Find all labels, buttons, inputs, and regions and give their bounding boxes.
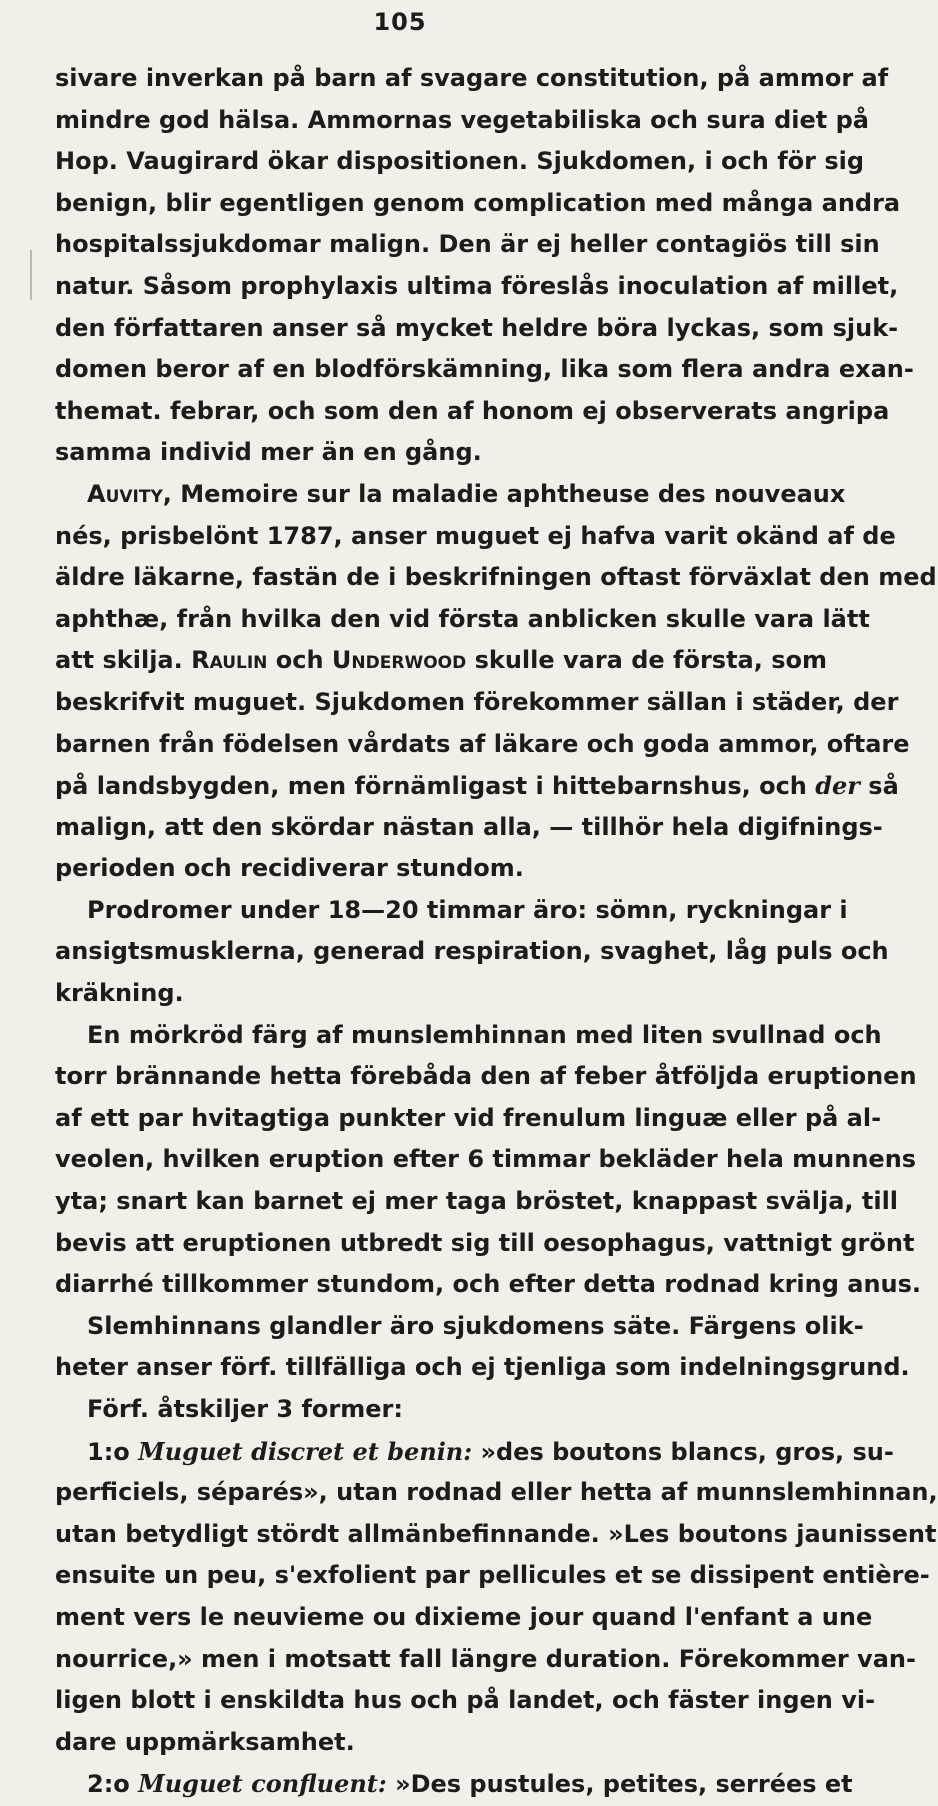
text-line: ensuite un peu, s'exfolient par pellicules et se dissipent entière- (55, 1561, 930, 1590)
text-line: torr brännande hetta förebåda den af feber åtföljda eruptionen (55, 1062, 917, 1091)
text-run: »des boutons blancs, gros, su- (472, 1437, 894, 1466)
text-line: heter anser förf. tillfälliga och ej tjenliga som indelningsgrund. (55, 1353, 910, 1382)
italic-text: Muguet discret et benin: (138, 1436, 473, 1466)
margin-mark (30, 250, 32, 300)
text-line: ligen blott i enskildta hus och på landet, och fäster ingen vi- (55, 1686, 876, 1715)
text-line: kräkning. (55, 979, 184, 1008)
text-line: äldre läkarne, fastän de i beskrifningen oftast förväxlat den med (55, 563, 937, 592)
text-line (55, 765, 899, 807)
page-number: 105 (373, 8, 427, 36)
text-line: den författaren anser så mycket heldre böra lyckas, som sjuk- (55, 313, 899, 342)
text-line: benign, blir egentligen genom complication med många andra (55, 188, 901, 217)
text-line (55, 474, 846, 516)
text-line: mindre god hälsa. Ammornas vegetabiliska och sura diet på (55, 105, 869, 134)
author-name: Raulin (191, 646, 268, 675)
text-line: perioden och recidiverar stundom. (55, 854, 524, 883)
text-line: bevis att eruptionen utbredt sig till oesophagus, vattnigt grönt (55, 1228, 915, 1257)
text-line: themat. febrar, och som den af honom ej observerats angripa (55, 396, 890, 425)
text-line (55, 1763, 853, 1805)
text-line: hospitalssjukdomar malign. Den är ej heller contagiös till sin (55, 230, 880, 259)
author-name: Auvity (87, 479, 163, 508)
text-line: veolen, hvilken eruption efter 6 timmar bekläder hela munnens (55, 1145, 917, 1174)
text-line: natur. Såsom prophylaxis ultima föreslås inoculation af millet, (55, 271, 899, 300)
text-run: 2:o (87, 1770, 139, 1799)
text-line: utan betydligt stördt allmänbefinnande. »Les boutons jaunissent (55, 1519, 937, 1548)
text-run: på landsbygden, men förnämligast i hittebarnshus, och (55, 772, 816, 801)
text-line: aphthæ, från hvilka den vid första anblicken skulle vara lätt (55, 604, 870, 633)
text-line: beskrifvit muguet. Sjukdomen förekommer sällan i städer, der (55, 687, 899, 716)
text-run: skulle vara de första, som (466, 646, 828, 675)
italic-text: der (815, 771, 860, 801)
text-run: , Memoire sur la maladie aphtheuse des nouveaux (162, 479, 846, 508)
text-line: ment vers le neuvieme ou dixieme jour quand l'enfant a une (55, 1602, 873, 1631)
text-line: ansigtsmusklerna, generad respiration, svaghet, låg puls och (55, 937, 889, 966)
text-line: Slemhinnans glandler äro sjukdomens säte. Färgens olik- (87, 1311, 864, 1340)
text-line: barnen från födelsen vårdats af läkare och goda ammor, oftare (55, 729, 910, 758)
text-line: sivare inverkan på barn af svagare constitution, på ammor af (55, 64, 889, 92)
text-line: dare uppmärksamhet. (55, 1727, 355, 1756)
text-line: perficiels, séparés», utan rodnad eller hetta af munnslemhinnan, (55, 1478, 938, 1507)
text-line: nés, prisbelönt 1787, anser muguet ej hafva varit okänd af de (55, 521, 896, 550)
text-run: så (859, 772, 899, 801)
text-line: samma individ mer än en gång. (55, 438, 482, 467)
text-line: af ett par hvitagtiga punkter vid frenulum linguæ eller på al- (55, 1103, 882, 1132)
text-line (55, 1431, 894, 1473)
text-line: nourrice,» men i motsatt fall längre duration. Förekommer van- (55, 1644, 916, 1673)
text-line: malign, att den skördar nästan alla, — tillhör hela digifnings- (55, 812, 883, 841)
body-text (55, 58, 938, 1805)
text-line: En mörkröd färg af munslemhinnan med liten svullnad och (87, 1020, 882, 1049)
text-line: Hop. Vaugirard ökar dispositionen. Sjukdomen, i och för sig (55, 147, 865, 176)
italic-text: Muguet confluent: (138, 1769, 387, 1799)
text-run: 1:o (87, 1437, 139, 1466)
text-line: diarrhé tillkommer stundom, och efter detta rodnad kring anus. (55, 1270, 922, 1299)
text-line: Förf. åtskiljer 3 former: (87, 1395, 403, 1423)
text-line (55, 640, 828, 682)
author-name: Underwood (331, 646, 467, 675)
text-line: Prodromer under 18—20 timmar äro: sömn, ryckningar i (87, 895, 848, 924)
text-run: att skilja. (55, 646, 192, 675)
text-run: »Des pustules, petites, serrées et (386, 1770, 853, 1799)
text-line: yta; snart kan barnet ej mer taga bröstet, knappast svälja, till (55, 1187, 899, 1216)
text-run: och (267, 646, 332, 675)
text-line: domen beror af en blodförskämning, lika som flera andra exan- (55, 355, 914, 384)
